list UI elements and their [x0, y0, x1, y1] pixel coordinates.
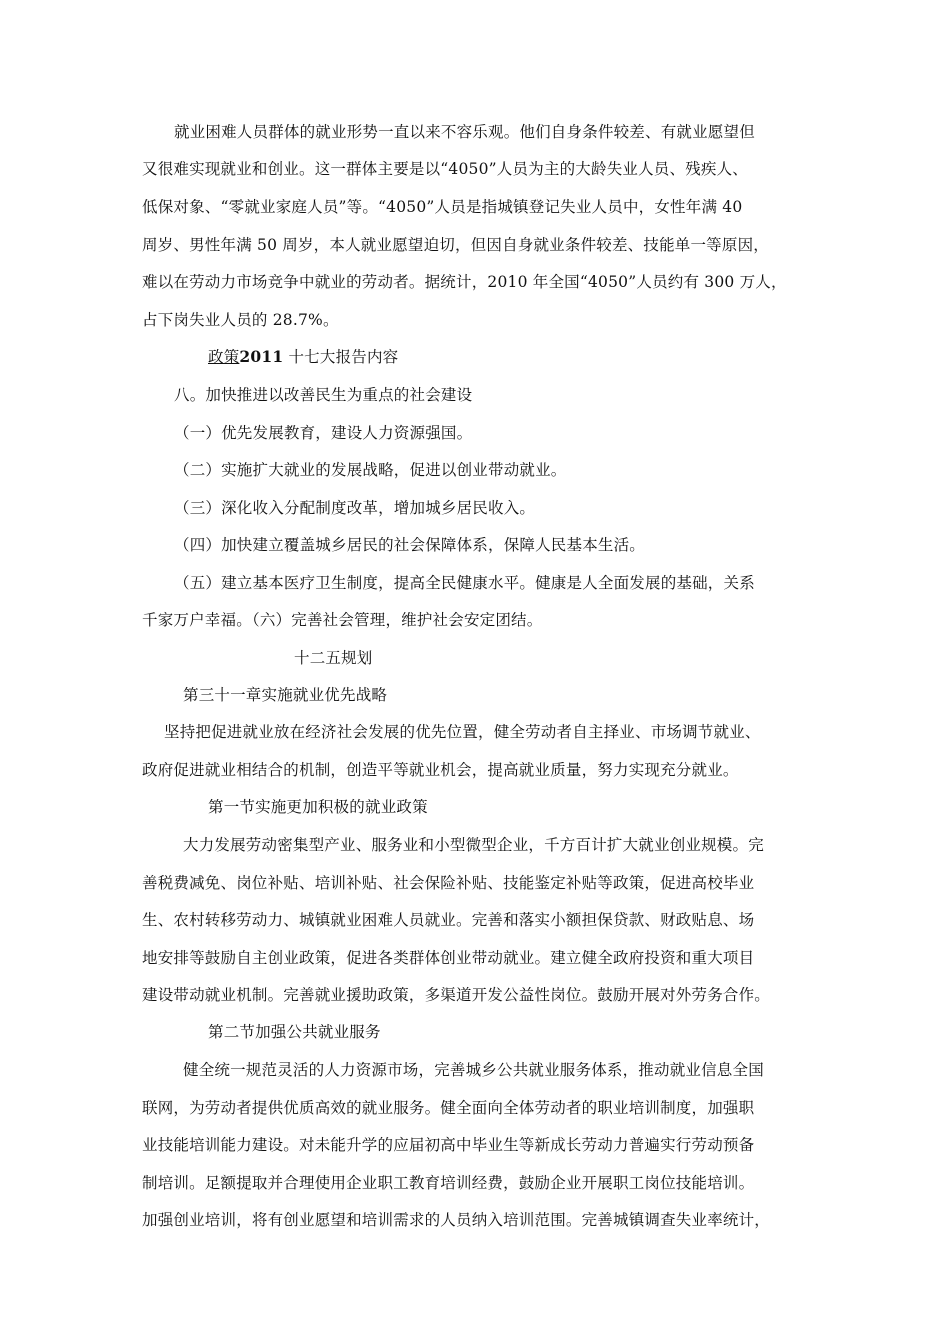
item-five-line-1: （五）建立基本医疗卫生制度，提高全民健康水平。健康是人全面发展的基础，关系 — [174, 574, 755, 592]
heading-twelfth-five-year-plan: 十二五规划 — [294, 649, 373, 667]
para4-line-3: 业技能培训能力建设。对未能升学的应届初高中毕业生等新成长劳动力普遍实行劳动预备 — [142, 1136, 755, 1154]
para1-line-1: 就业困难人员群体的就业形势一直以来不容乐观。他们自身条件较差、有就业愿望但 — [174, 123, 755, 141]
item-two: （二）实施扩大就业的发展战略，促进以创业带动就业。 — [174, 461, 567, 479]
section-1-title: 第一节实施更加积极的就业政策 — [208, 798, 428, 816]
item-one: （一）优先发展教育，建设人力资源强国。 — [174, 424, 473, 442]
para4-line-1: 健全统一规范灵活的人力资源市场，完善城乡公共就业服务体系，推动就业信息全国 — [183, 1061, 764, 1079]
para3-line-2: 善税费减免、岗位补贴、培训补贴、社会保险补贴、技能鉴定补贴等政策，促进高校毕业 — [142, 874, 755, 892]
chapter-31-title: 第三十一章实施就业优先战略 — [183, 686, 388, 704]
item-four: （四）加快建立覆盖城乡居民的社会保障体系，保障人民基本生活。 — [174, 536, 646, 554]
para1-line-2: 又很难实现就业和创业。这一群体主要是以“4050”人员为主的大龄失业人员、残疾人、 — [142, 160, 748, 178]
item-three: （三）深化收入分配制度改革，增加城乡居民收入。 — [174, 499, 536, 517]
para4-line-2: 联网，为劳动者提供优质高效的就业服务。健全面向全体劳动者的职业培训制度，加强职 — [142, 1099, 755, 1117]
section-2-title: 第二节加强公共就业服务 — [208, 1023, 381, 1041]
para3-line-1: 大力发展劳动密集型产业、服务业和小型微型企业，千方百计扩大就业创业规模。完 — [183, 836, 764, 854]
heading-year: 2011 — [239, 347, 284, 366]
item-five-line-2: 千家万户幸福。（六）完善社会管理，维护社会安定团结。 — [142, 611, 543, 629]
para2-line-2: 政府促进就业相结合的机制，创造平等就业机会，提高就业质量，努力实现充分就业。 — [142, 761, 739, 779]
heading-report-title: 十七大报告内容 — [283, 348, 399, 366]
heading-policy-2011 — [208, 347, 398, 367]
heading-policy-word: 政策 — [208, 348, 240, 366]
para1-line-6: 占下岗失业人员的 28.7%。 — [142, 311, 339, 329]
para3-line-5: 建设带动就业机制。完善就业援助政策，多渠道开发公益性岗位。鼓励开展对外劳务合作。 — [142, 986, 771, 1004]
para3-line-3: 生、农村转移劳动力、城镇就业困难人员就业。完善和落实小额担保贷款、财政贴息、场 — [142, 911, 755, 929]
para1-line-3: 低保对象、“零就业家庭人员”等。“4050”人员是指城镇登记失业人员中，女性年满 40 — [142, 198, 743, 216]
para1-line-4: 周岁、男性年满 50 周岁，本人就业愿望迫切，但因自身就业条件较差、技能单一等原因， — [142, 236, 769, 254]
para2-line-1: 坚持把促进就业放在经济社会发展的优先位置，健全劳动者自主择业、市场调节就业、 — [164, 723, 761, 741]
para4-line-4: 制培训。足额提取并合理使用企业职工教育培训经费，鼓励企业开展职工岗位技能培训。 — [142, 1174, 755, 1192]
para1-line-5: 难以在劳动力市场竞争中就业的劳动者。据统计，2010 年全国“4050”人员约有 300 万人， — [142, 273, 787, 291]
item-eight: 八。加快推进以改善民生为重点的社会建设 — [174, 386, 473, 404]
para3-line-4: 地安排等鼓励自主创业政策，促进各类群体创业带动就业。建立健全政府投资和重大项目 — [142, 949, 755, 967]
para4-line-5: 加强创业培训，将有创业愿望和培训需求的人员纳入培训范围。完善城镇调查失业率统计， — [142, 1211, 771, 1229]
